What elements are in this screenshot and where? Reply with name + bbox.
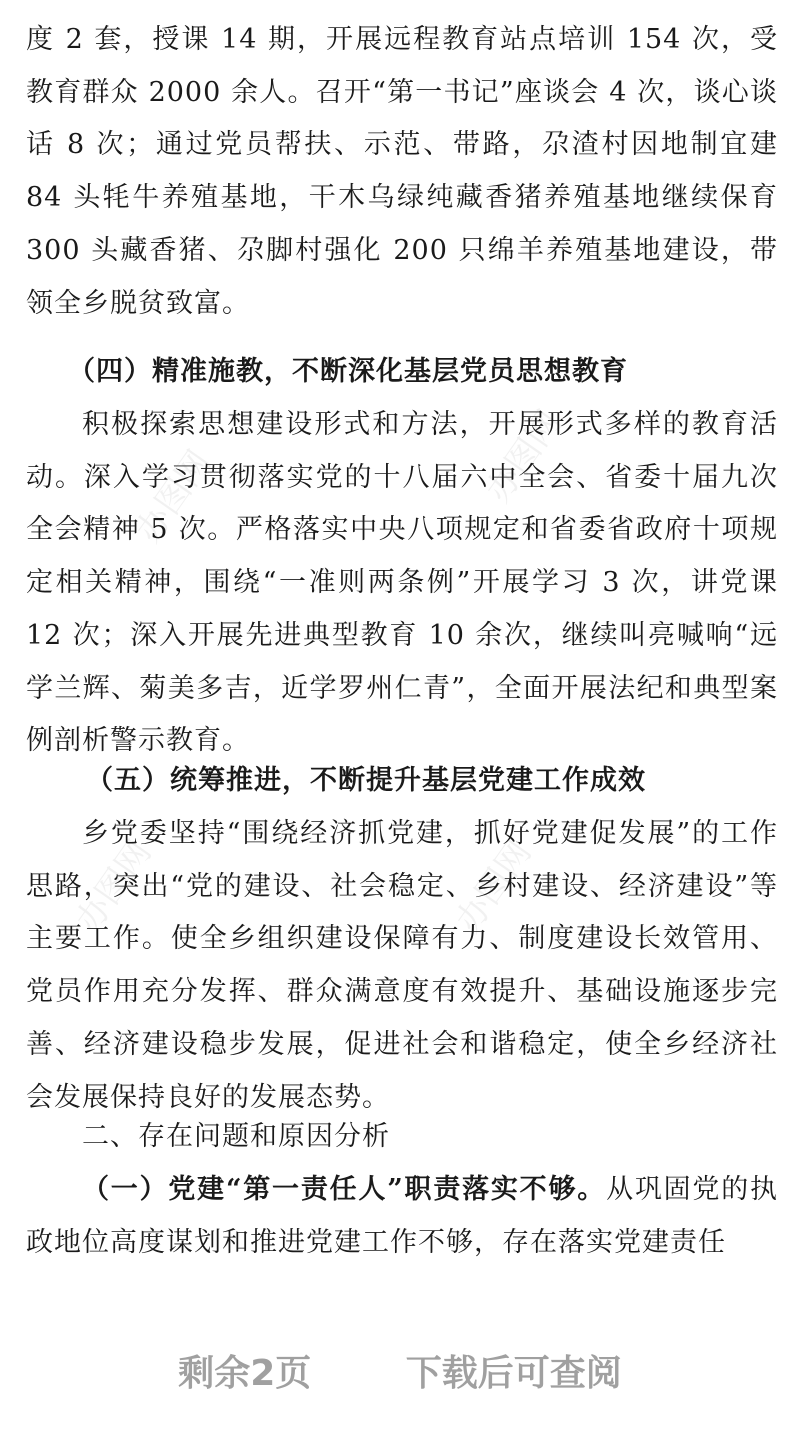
paragraph-education: 积极探索思想建设形式和方法，开展形式多样的教育活动。深入学习贯彻落实党的十八届六中全会、省委十届九次全会精神 5 次。严格落实中央八项规定和省委省政府十项规定相关精神，围绕“一准则两条例”开展学习 3 次，讲党课 12 次；深入开展先进典型教育 10 余次，继续叫亮喊响“远学兰辉、菊美多吉，近学罗州仁青”，全面开展法纪和典型案例剖析警示教育。 [26,409,778,757]
remaining-pages-label: 剩余2页 [178,1353,312,1394]
problem-1-body: 从巩固党的执政地位高度谋划和推进党建工作不够，存在落实党建责任 [26,1174,779,1258]
download-prompt-banner[interactable] [0,1345,800,1396]
chapter-heading-problems: 二、存在问题和原因分析 [82,1121,390,1152]
section-heading-4: （四）精准施教，不断深化基层党员思想教育 [68,356,628,387]
watermark: 办图网 [68,833,160,940]
section-heading-5: （五）统筹推进，不断提升基层党建工作成效 [86,765,646,796]
watermark: 办图网 [128,443,220,550]
watermark: 办图网 [478,403,570,510]
paragraph-continued: 度 2 套，授课 14 期，开展远程教育站点培训 154 次，受教育群众 2000 余人。召开“第一书记”座谈会 4 次，谈心谈话 8 次；通过党员帮扶、示范、带路，尕渣村因地制宜建 84 头牦牛养殖基地，干木乌绿纯藏香猪养殖基地继续保育 300 头藏香猪、尕脚村强化 200 只绵羊养殖基地建设，带领全乡脱贫致富。 [26,24,778,319]
paragraph-problem-1 [26,1164,778,1269]
download-to-view-label: 下载后可查阅 [405,1353,622,1394]
watermark: 办图网 [448,833,540,940]
problem-1-title: （一）党建“第一责任人”职责落实不够。 [82,1174,607,1205]
paragraph-effectiveness: 乡党委坚持“围绕经济抓党建，抓好党建促发展”的工作思路，突出“党的建设、社会稳定、乡村建设、经济建设”等主要工作。使全乡组织建设保障有力、制度建设长效管用、党员作用充分发挥、群众满意度有效提升、基础设施逐步完善、经济建设稳步发展，促进社会和谐稳定，使全乡经济社会发展保持良好的发展态势。 [26,818,778,1113]
